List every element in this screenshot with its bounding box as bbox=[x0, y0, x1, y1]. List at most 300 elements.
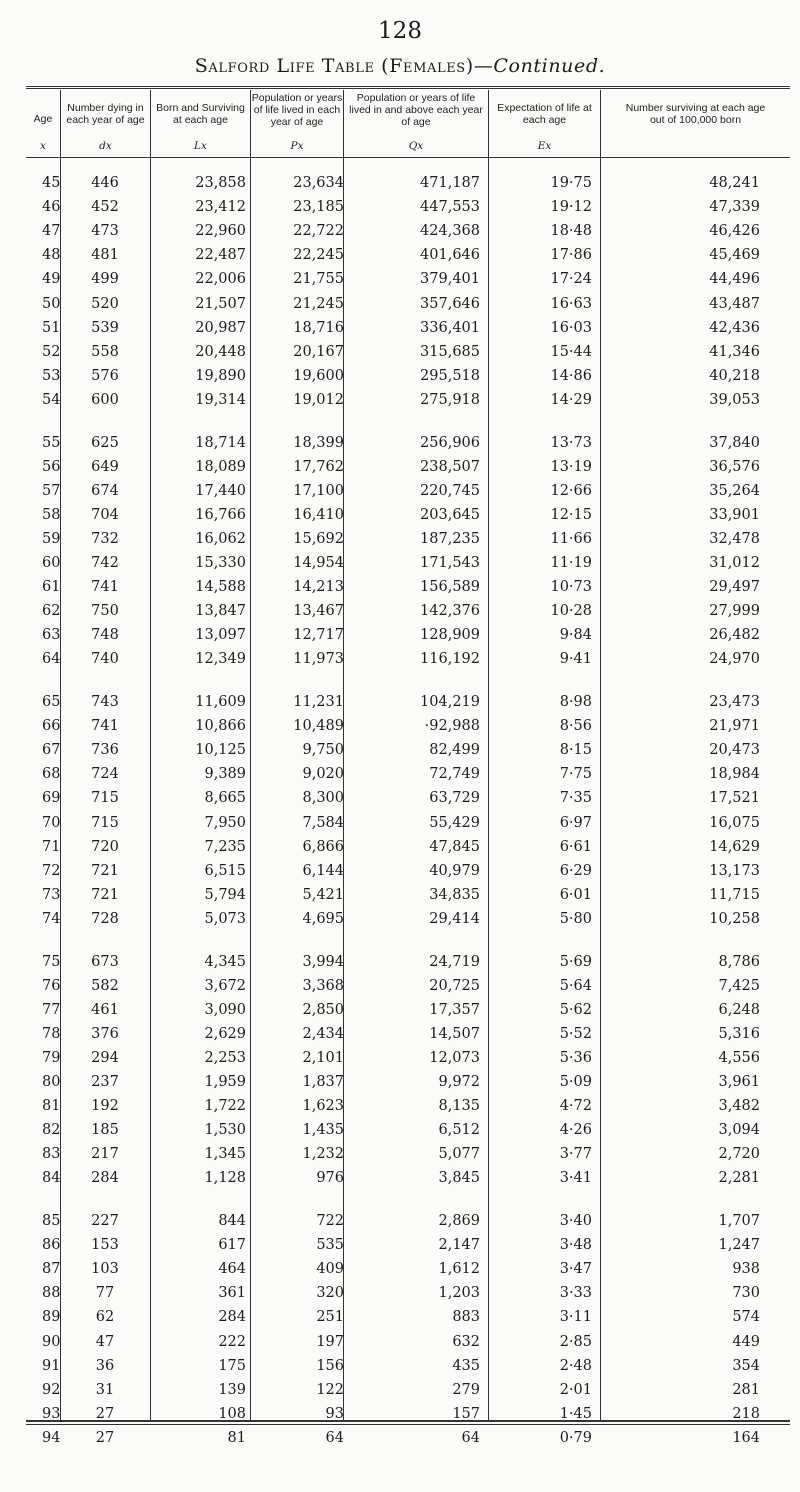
cell-ex: 5·64 bbox=[559, 977, 592, 994]
cell-surviving: 938 bbox=[732, 1261, 760, 1278]
cell-ex: 5·80 bbox=[559, 910, 592, 927]
cell-px: 1,232 bbox=[302, 1146, 344, 1163]
table-row bbox=[0, 651, 800, 672]
table-row bbox=[0, 483, 800, 504]
cell-lx: 1,128 bbox=[204, 1170, 246, 1187]
cell-dx: 740 bbox=[91, 651, 119, 668]
cell-age: 93 bbox=[42, 1405, 61, 1422]
cell-px: 6,144 bbox=[302, 862, 344, 879]
cell-dx: 721 bbox=[91, 862, 119, 879]
cell-lx: 17,440 bbox=[195, 482, 246, 499]
cell-qx: 435 bbox=[452, 1357, 480, 1374]
cell-lx: 1,722 bbox=[204, 1098, 246, 1115]
cell-surviving: 13,173 bbox=[709, 862, 760, 879]
cell-ex: 6·97 bbox=[559, 814, 592, 831]
cell-qx: 55,429 bbox=[429, 814, 480, 831]
cell-age: 45 bbox=[42, 175, 61, 191]
bottom-rule-double bbox=[26, 1424, 790, 1425]
cell-age: 66 bbox=[42, 718, 61, 735]
cell-qx: 220,745 bbox=[420, 482, 480, 499]
cell-dx: 720 bbox=[91, 838, 119, 855]
cell-lx: 3,090 bbox=[204, 1001, 246, 1018]
table-row bbox=[0, 296, 800, 317]
table-row bbox=[0, 790, 800, 811]
cell-surviving: 17,521 bbox=[709, 790, 760, 807]
cell-ex: 3·47 bbox=[559, 1261, 592, 1278]
cell-dx: 31 bbox=[95, 1381, 115, 1398]
cell-px: 5,421 bbox=[302, 886, 344, 903]
cell-qx: 82,499 bbox=[429, 742, 480, 759]
cell-px: 2,101 bbox=[302, 1049, 344, 1066]
cell-age: 76 bbox=[42, 977, 61, 994]
cell-px: 22,245 bbox=[293, 247, 344, 264]
cell-px: 19,012 bbox=[293, 391, 344, 408]
cell-surviving: 3,482 bbox=[718, 1098, 760, 1115]
cell-ex: 18·48 bbox=[550, 223, 592, 240]
cell-age: 53 bbox=[42, 367, 61, 384]
cell-age: 72 bbox=[42, 862, 61, 879]
cell-lx: 19,890 bbox=[195, 367, 246, 384]
cell-dx: 673 bbox=[91, 953, 119, 970]
cell-qx: 279 bbox=[452, 1381, 480, 1398]
cell-ex: 10·28 bbox=[550, 603, 592, 620]
cell-qx: 336,401 bbox=[420, 319, 480, 336]
cell-ex: 3·40 bbox=[559, 1213, 592, 1229]
cell-lx: 4,345 bbox=[204, 953, 246, 970]
cell-ex: 13·73 bbox=[550, 434, 592, 451]
cell-age: 49 bbox=[42, 271, 61, 288]
cell-surviving: 730 bbox=[732, 1285, 760, 1302]
cell-qx: 8,135 bbox=[438, 1098, 480, 1115]
cell-dx: 153 bbox=[91, 1237, 119, 1254]
cell-qx: 128,909 bbox=[420, 627, 480, 644]
cell-ex: 9·41 bbox=[559, 651, 592, 668]
cell-age: 80 bbox=[42, 1074, 61, 1090]
cell-surviving: 27,999 bbox=[709, 603, 760, 620]
cell-dx: 742 bbox=[91, 555, 119, 571]
cell-lx: 18,714 bbox=[195, 434, 246, 451]
cell-age: 73 bbox=[42, 886, 61, 903]
cell-surviving: 35,264 bbox=[709, 482, 760, 499]
cell-ex: 12·15 bbox=[550, 506, 592, 523]
cell-qx: ·92,988 bbox=[424, 718, 480, 735]
cell-lx: 14,588 bbox=[195, 579, 246, 596]
cell-lx: 361 bbox=[218, 1285, 246, 1302]
cell-ex: 7·75 bbox=[559, 766, 592, 783]
cell-ex: 2·85 bbox=[559, 1333, 592, 1350]
cell-qx: 1,612 bbox=[438, 1261, 480, 1278]
cell-qx: 203,645 bbox=[420, 506, 480, 523]
table-row bbox=[0, 1237, 800, 1258]
table-row bbox=[0, 199, 800, 220]
cell-px: 21,755 bbox=[293, 271, 344, 288]
cell-qx: 295,518 bbox=[420, 367, 480, 384]
cell-surviving: 32,478 bbox=[709, 530, 760, 547]
cell-surviving: 164 bbox=[732, 1429, 760, 1446]
table-row bbox=[0, 954, 800, 975]
cell-ex: 17·86 bbox=[550, 247, 592, 264]
cell-age: 63 bbox=[42, 627, 61, 644]
cell-dx: 558 bbox=[91, 343, 119, 360]
table-row bbox=[0, 718, 800, 739]
cell-qx: 20,725 bbox=[429, 977, 480, 994]
cell-ex: 17·24 bbox=[550, 271, 592, 288]
cell-dx: 27 bbox=[95, 1429, 115, 1446]
table-row bbox=[0, 320, 800, 341]
table-row bbox=[0, 1002, 800, 1023]
cell-px: 122 bbox=[316, 1381, 344, 1398]
cell-age: 47 bbox=[42, 223, 61, 240]
cell-dx: 715 bbox=[91, 814, 119, 831]
cell-px: 9,020 bbox=[302, 766, 344, 783]
cell-age: 68 bbox=[42, 766, 61, 783]
cell-px: 10,489 bbox=[293, 718, 344, 735]
cell-px: 13,467 bbox=[293, 603, 344, 620]
cell-qx: 357,646 bbox=[420, 295, 480, 312]
cell-ex: 16·63 bbox=[550, 295, 592, 312]
cell-age: 55 bbox=[42, 434, 61, 451]
cell-lx: 3,672 bbox=[204, 977, 246, 994]
cell-dx: 748 bbox=[91, 627, 119, 644]
cell-ex: 4·72 bbox=[559, 1098, 592, 1115]
top-rule-double bbox=[26, 88, 790, 89]
cell-qx: 5,077 bbox=[438, 1146, 480, 1163]
cell-ex: 9·84 bbox=[559, 627, 592, 644]
cell-lx: 139 bbox=[218, 1381, 246, 1398]
table-row bbox=[0, 694, 800, 715]
cell-surviving: 10,258 bbox=[709, 910, 760, 927]
cell-dx: 499 bbox=[91, 271, 119, 288]
table-row bbox=[0, 1213, 800, 1234]
cell-age: 83 bbox=[42, 1146, 61, 1163]
cell-dx: 704 bbox=[91, 506, 119, 523]
cell-surviving: 45,469 bbox=[709, 247, 760, 264]
cell-px: 409 bbox=[316, 1261, 344, 1278]
table-row bbox=[0, 507, 800, 528]
table-row bbox=[0, 603, 800, 624]
cell-px: 11,231 bbox=[293, 694, 344, 710]
cell-dx: 600 bbox=[91, 391, 119, 408]
cell-px: 19,600 bbox=[293, 367, 344, 384]
cell-px: 1,623 bbox=[302, 1098, 344, 1115]
cell-surviving: 47,339 bbox=[709, 199, 760, 216]
table-row bbox=[0, 1098, 800, 1119]
cell-px: 21,245 bbox=[293, 295, 344, 312]
cell-qx: 256,906 bbox=[420, 434, 480, 451]
cell-age: 70 bbox=[42, 814, 61, 831]
cell-ex: 2·01 bbox=[559, 1381, 592, 1398]
cell-lx: 21,507 bbox=[195, 295, 246, 312]
cell-lx: 23,412 bbox=[195, 199, 246, 216]
cell-qx: 2,869 bbox=[438, 1213, 480, 1229]
cell-age: 48 bbox=[42, 247, 61, 264]
table-row bbox=[0, 1026, 800, 1047]
cell-qx: 17,357 bbox=[429, 1001, 480, 1018]
cell-lx: 81 bbox=[227, 1429, 246, 1446]
cell-surviving: 574 bbox=[732, 1309, 760, 1326]
cell-qx: 156,589 bbox=[420, 579, 480, 596]
cell-dx: 728 bbox=[91, 910, 119, 927]
cell-age: 62 bbox=[42, 603, 61, 620]
cell-ex: 14·86 bbox=[550, 367, 592, 384]
cell-ex: 14·29 bbox=[550, 391, 592, 408]
cell-ex: 3·41 bbox=[559, 1170, 592, 1187]
cell-surviving: 42,436 bbox=[709, 319, 760, 336]
cell-surviving: 7,425 bbox=[718, 977, 760, 994]
table-row bbox=[0, 911, 800, 932]
cell-dx: 576 bbox=[91, 367, 119, 384]
cell-age: 50 bbox=[42, 295, 61, 312]
table-row bbox=[0, 368, 800, 389]
cell-ex: 15·44 bbox=[550, 343, 592, 360]
cell-dx: 452 bbox=[91, 199, 119, 216]
cell-qx: 238,507 bbox=[420, 458, 480, 475]
cell-age: 89 bbox=[42, 1309, 61, 1326]
cell-ex: 5·09 bbox=[559, 1074, 592, 1090]
cell-ex: 1·45 bbox=[559, 1405, 592, 1422]
cell-dx: 103 bbox=[91, 1261, 119, 1278]
cell-surviving: 41,346 bbox=[709, 343, 760, 360]
cell-px: 320 bbox=[316, 1285, 344, 1302]
page-number: 128 bbox=[378, 18, 422, 44]
cell-ex: 5·69 bbox=[559, 953, 592, 970]
cell-age: 85 bbox=[42, 1213, 61, 1229]
cell-lx: 19,314 bbox=[195, 391, 246, 408]
table-row bbox=[0, 742, 800, 763]
cell-surviving: 449 bbox=[732, 1333, 760, 1350]
table-row bbox=[0, 1146, 800, 1167]
cell-ex: 3·48 bbox=[559, 1237, 592, 1254]
cell-qx: 14,507 bbox=[429, 1025, 480, 1042]
table-row bbox=[0, 223, 800, 244]
cell-surviving: 16,075 bbox=[709, 814, 760, 831]
cell-lx: 11,609 bbox=[195, 694, 246, 710]
title-main: Salford Life Table (Females) bbox=[194, 55, 474, 77]
cell-qx: 447,553 bbox=[420, 199, 480, 216]
cell-qx: 9,972 bbox=[438, 1074, 480, 1090]
cell-px: 11,973 bbox=[293, 651, 344, 668]
table-row bbox=[0, 815, 800, 836]
cell-qx: 24,719 bbox=[429, 953, 480, 970]
header-qx: Population or years of life lived in and above each year of age Qx bbox=[349, 92, 483, 152]
cell-px: 14,954 bbox=[293, 555, 344, 571]
cell-dx: 582 bbox=[91, 977, 119, 994]
cell-qx: 187,235 bbox=[420, 530, 480, 547]
cell-px: 976 bbox=[316, 1170, 344, 1187]
cell-surviving: 48,241 bbox=[709, 175, 760, 191]
cell-px: 14,213 bbox=[293, 579, 344, 596]
cell-px: 722 bbox=[316, 1213, 344, 1229]
cell-age: 81 bbox=[42, 1098, 61, 1115]
cell-dx: 192 bbox=[91, 1098, 119, 1115]
cell-dx: 47 bbox=[95, 1333, 115, 1350]
table-row bbox=[0, 1261, 800, 1282]
cell-lx: 12,349 bbox=[195, 651, 246, 668]
cell-surviving: 20,473 bbox=[709, 742, 760, 759]
cell-age: 60 bbox=[42, 555, 61, 571]
table-row bbox=[0, 766, 800, 787]
cell-dx: 284 bbox=[91, 1170, 119, 1187]
cell-ex: 3·77 bbox=[559, 1146, 592, 1163]
cell-age: 67 bbox=[42, 742, 61, 759]
cell-px: 20,167 bbox=[293, 343, 344, 360]
cell-px: 23,634 bbox=[293, 175, 344, 191]
cell-lx: 1,530 bbox=[204, 1122, 246, 1139]
cell-dx: 27 bbox=[95, 1405, 115, 1422]
cell-dx: 376 bbox=[91, 1025, 119, 1042]
cell-qx: 632 bbox=[452, 1333, 480, 1350]
table-row bbox=[0, 247, 800, 268]
cell-px: 197 bbox=[316, 1333, 344, 1350]
cell-lx: 20,987 bbox=[195, 319, 246, 336]
cell-surviving: 23,473 bbox=[709, 694, 760, 710]
cell-surviving: 44,496 bbox=[709, 271, 760, 288]
cell-px: 22,722 bbox=[293, 223, 344, 240]
cell-age: 74 bbox=[42, 910, 61, 927]
cell-qx: 424,368 bbox=[420, 223, 480, 240]
cell-age: 51 bbox=[42, 319, 61, 336]
header-lx: Born and Surviving at each age Lx bbox=[156, 102, 245, 152]
table-row bbox=[0, 1358, 800, 1379]
cell-px: 18,716 bbox=[293, 319, 344, 336]
cell-lx: 10,866 bbox=[195, 718, 246, 735]
cell-age: 79 bbox=[42, 1049, 61, 1066]
cell-age: 56 bbox=[42, 458, 61, 475]
cell-lx: 10,125 bbox=[195, 742, 246, 759]
cell-surviving: 218 bbox=[732, 1405, 760, 1422]
cell-surviving: 31,012 bbox=[709, 555, 760, 571]
cell-px: 251 bbox=[316, 1309, 344, 1326]
table-row bbox=[0, 1050, 800, 1071]
cell-ex: 12·66 bbox=[550, 482, 592, 499]
cell-surviving: 6,248 bbox=[718, 1001, 760, 1018]
cell-dx: 724 bbox=[91, 766, 119, 783]
header-dx: Number dying in each year of age dx bbox=[66, 102, 145, 152]
cell-surviving: 4,556 bbox=[718, 1049, 760, 1066]
bottom-rule bbox=[26, 1420, 790, 1422]
cell-lx: 1,345 bbox=[204, 1146, 246, 1163]
cell-age: 71 bbox=[42, 838, 61, 855]
cell-dx: 649 bbox=[91, 458, 119, 475]
cell-qx: 40,979 bbox=[429, 862, 480, 879]
cell-dx: 743 bbox=[91, 694, 119, 710]
cell-surviving: 1,707 bbox=[718, 1213, 760, 1229]
cell-px: 7,584 bbox=[302, 814, 344, 831]
cell-surviving: 21,971 bbox=[709, 718, 760, 735]
cell-lx: 108 bbox=[218, 1405, 246, 1422]
cell-qx: 471,187 bbox=[420, 175, 480, 191]
cell-px: 6,866 bbox=[302, 838, 344, 855]
cell-ex: 10·73 bbox=[550, 579, 592, 596]
table-row bbox=[0, 1334, 800, 1355]
cell-dx: 185 bbox=[91, 1122, 119, 1139]
cell-px: 156 bbox=[316, 1357, 344, 1374]
cell-ex: 5·52 bbox=[559, 1025, 592, 1042]
cell-qx: 63,729 bbox=[429, 790, 480, 807]
cell-lx: 2,253 bbox=[204, 1049, 246, 1066]
cell-dx: 294 bbox=[91, 1049, 119, 1066]
cell-ex: 6·29 bbox=[559, 862, 592, 879]
cell-age: 84 bbox=[42, 1170, 61, 1187]
cell-lx: 284 bbox=[218, 1309, 246, 1326]
cell-qx: 34,835 bbox=[429, 886, 480, 903]
cell-lx: 5,073 bbox=[204, 910, 246, 927]
cell-dx: 461 bbox=[91, 1001, 119, 1018]
cell-age: 78 bbox=[42, 1025, 61, 1042]
table-row bbox=[0, 392, 800, 413]
cell-lx: 464 bbox=[218, 1261, 246, 1278]
cell-lx: 8,665 bbox=[204, 790, 246, 807]
title-suffix: —Continued. bbox=[473, 55, 606, 77]
cell-ex: 5·36 bbox=[559, 1049, 592, 1066]
cell-qx: 883 bbox=[452, 1309, 480, 1326]
table-row bbox=[0, 271, 800, 292]
cell-px: 2,434 bbox=[302, 1025, 344, 1042]
table-row bbox=[0, 1074, 800, 1095]
cell-ex: 16·03 bbox=[550, 319, 592, 336]
cell-ex: 6·01 bbox=[559, 886, 592, 903]
cell-age: 57 bbox=[42, 482, 61, 499]
cell-lx: 222 bbox=[218, 1333, 246, 1350]
cell-dx: 741 bbox=[91, 579, 119, 596]
cell-lx: 9,389 bbox=[204, 766, 246, 783]
cell-lx: 13,847 bbox=[195, 603, 246, 620]
header-rule bbox=[26, 157, 790, 158]
cell-lx: 18,089 bbox=[195, 458, 246, 475]
cell-lx: 22,960 bbox=[195, 223, 246, 240]
cell-surviving: 2,720 bbox=[718, 1146, 760, 1163]
cell-ex: 3·33 bbox=[559, 1285, 592, 1302]
cell-age: 46 bbox=[42, 199, 61, 216]
cell-px: 8,300 bbox=[302, 790, 344, 807]
cell-qx: 3,845 bbox=[438, 1170, 480, 1187]
cell-lx: 2,629 bbox=[204, 1025, 246, 1042]
cell-dx: 715 bbox=[91, 790, 119, 807]
cell-qx: 29,414 bbox=[429, 910, 480, 927]
cell-ex: 5·62 bbox=[559, 1001, 592, 1018]
cell-px: 17,762 bbox=[293, 458, 344, 475]
cell-ex: 7·35 bbox=[559, 790, 592, 807]
header-px: Population or years of life lived in each year of age Px bbox=[251, 92, 343, 152]
cell-lx: 6,515 bbox=[204, 862, 246, 879]
cell-age: 86 bbox=[42, 1237, 61, 1254]
header-surviving: Number surviving at each age out of 100,000 born bbox=[625, 102, 766, 126]
cell-px: 1,837 bbox=[302, 1074, 344, 1090]
cell-ex: 19·12 bbox=[550, 199, 592, 216]
cell-qx: 142,376 bbox=[420, 603, 480, 620]
cell-px: 12,717 bbox=[293, 627, 344, 644]
table-row bbox=[0, 887, 800, 908]
cell-qx: 6,512 bbox=[438, 1122, 480, 1139]
cell-age: 59 bbox=[42, 530, 61, 547]
cell-dx: 741 bbox=[91, 718, 119, 735]
cell-surviving: 281 bbox=[732, 1381, 760, 1398]
cell-dx: 62 bbox=[95, 1309, 115, 1326]
header-age: Age x bbox=[33, 113, 53, 152]
table-row bbox=[0, 175, 800, 196]
cell-qx: 47,845 bbox=[429, 838, 480, 855]
cell-lx: 13,097 bbox=[195, 627, 246, 644]
cell-lx: 1,959 bbox=[204, 1074, 246, 1090]
cell-surviving: 1,247 bbox=[718, 1237, 760, 1254]
cell-surviving: 2,281 bbox=[718, 1170, 760, 1187]
cell-px: 2,850 bbox=[302, 1001, 344, 1018]
cell-age: 54 bbox=[42, 391, 61, 408]
cell-age: 64 bbox=[42, 651, 61, 668]
cell-qx: 104,219 bbox=[420, 694, 480, 710]
cell-surviving: 43,487 bbox=[709, 295, 760, 312]
cell-surviving: 37,840 bbox=[709, 434, 760, 451]
